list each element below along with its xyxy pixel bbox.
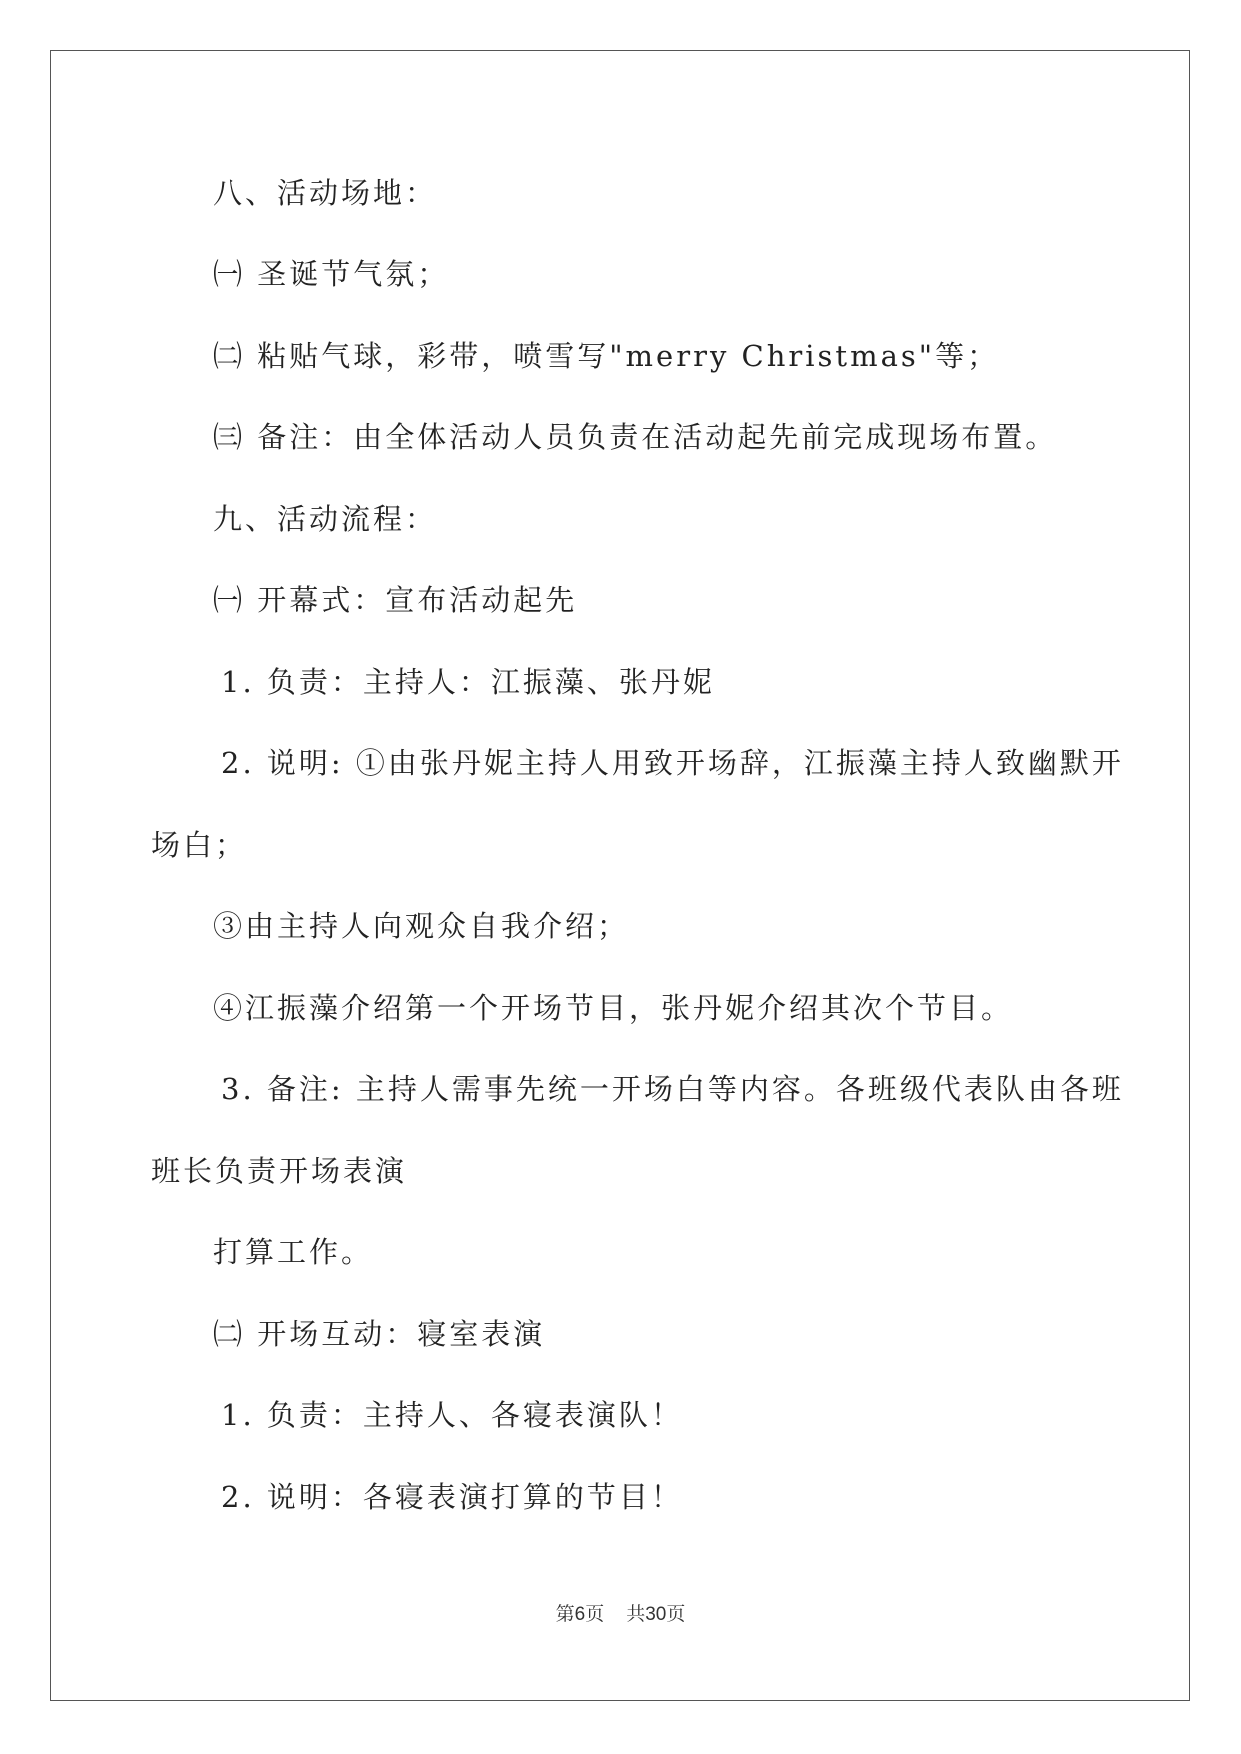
footer-page-prefix: 第: [555, 1603, 575, 1625]
footer-total-prefix: 共: [626, 1603, 646, 1625]
footer-total-unit: 页: [666, 1603, 686, 1625]
footer-total-pages: 30: [645, 1604, 667, 1625]
paragraph: 1. 负责：主持人、各寝表演队！: [221, 1398, 683, 1432]
paragraph: 3. 备注: 主持人需事先统一开场白等内容。各班级代表队由各班: [221, 1072, 1124, 1106]
paragraph: 班长负责开场表演: [151, 1154, 408, 1188]
paragraph: ④江振藻介绍第一个开场节目，张丹妮介绍其次个节目。: [213, 991, 1014, 1025]
paragraph: ㈠ 圣诞节气氛；: [213, 257, 450, 291]
paragraph: ③由主持人向观众自我介绍；: [213, 909, 630, 943]
paragraph: ㈡ 开场互动：寝室表演: [213, 1317, 546, 1351]
paragraph: 打算工作。: [213, 1235, 374, 1269]
paragraph: ㈢ 备注：由全体活动人员负责在活动起先前完成现场布置。: [213, 420, 1058, 454]
footer-page-unit: 页: [585, 1603, 605, 1625]
page-footer: [0, 1602, 1241, 1627]
paragraph: ㈡ 粘贴气球，彩带，喷雪写"merry Christmas"等；: [213, 339, 1000, 373]
paragraph: 1. 负责：主持人：江振藻、张丹妮: [221, 665, 715, 699]
paragraph: 场白；: [151, 828, 248, 862]
paragraph: 2. 说明: ①由张丹妮主持人用致开场辞，江振藻主持人致幽默开: [221, 746, 1124, 780]
paragraph: 2. 说明：各寝表演打算的节目！: [221, 1480, 683, 1514]
paragraph: ㈠ 开幕式：宣布活动起先: [213, 583, 578, 617]
section-heading-process: 九、活动流程：: [213, 502, 438, 536]
footer-page-number: 6: [574, 1604, 586, 1625]
section-heading-venue: 八、活动场地：: [213, 176, 438, 210]
page-border: [50, 50, 1190, 1701]
